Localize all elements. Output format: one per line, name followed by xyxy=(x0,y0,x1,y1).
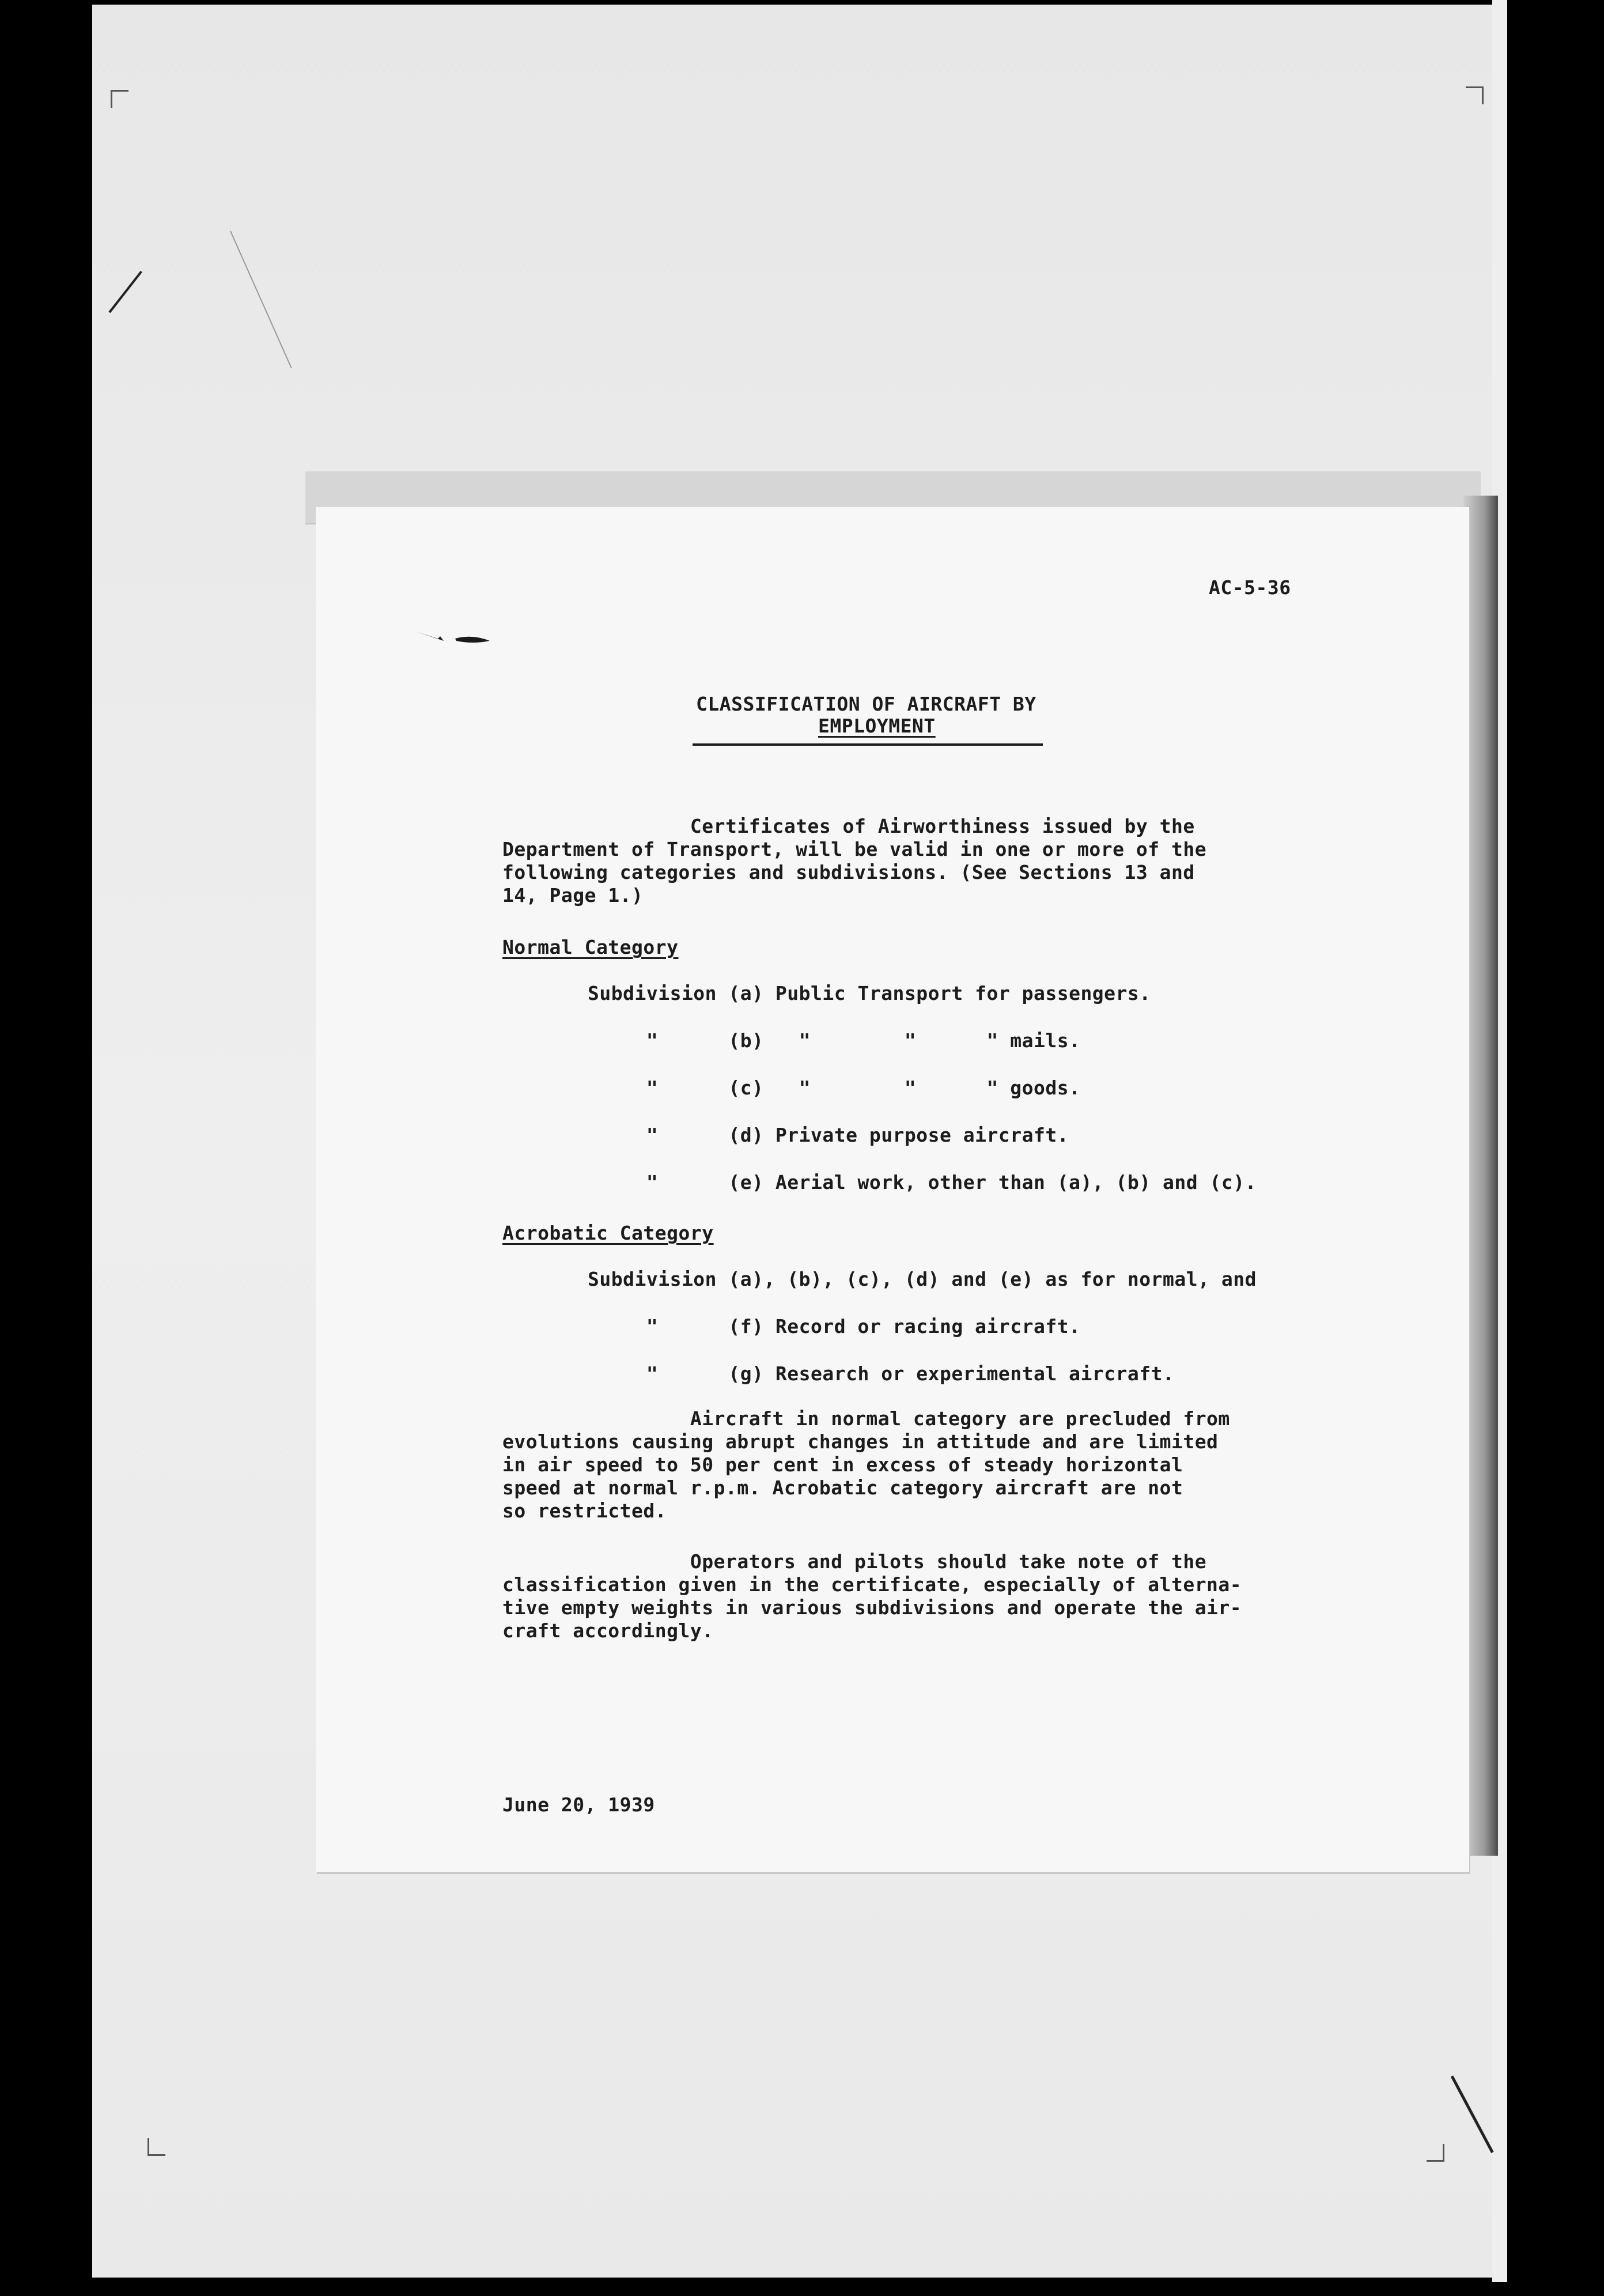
acrobatic-category-heading: Acrobatic Category xyxy=(502,1222,714,1244)
document-date: June 20, 1939 xyxy=(502,1793,655,1816)
text-line: Aircraft in normal category are precluded from xyxy=(502,1407,1230,1430)
document-title: CLASSIFICATION OF AIRCRAFT BY xyxy=(696,693,1036,715)
text-line: Department of Transport, will be valid in one or more of the xyxy=(502,838,1207,860)
intro-paragraph xyxy=(502,815,1206,907)
corner-mark-bottom-left xyxy=(147,2138,165,2156)
document-title-line2: EMPLOYMENT xyxy=(818,715,936,737)
subdivision-b: " (b) " " " mails. xyxy=(588,1029,1081,1052)
corner-mark-bottom-right xyxy=(1427,2144,1444,2162)
normal-category-heading: Normal Category xyxy=(502,936,679,958)
text-line: following categories and subdivisions. (See Sections 13 and xyxy=(502,861,1195,883)
text-line: craft accordingly. xyxy=(502,1619,714,1642)
subdivision-d: " (d) Private purpose aircraft. xyxy=(588,1124,1069,1146)
text-line: evolutions causing abrupt changes in attitude and are limited xyxy=(502,1430,1219,1453)
subdivision-a-to-e: Subdivision (a), (b), (c), (d) and (e) as for normal, and xyxy=(588,1268,1257,1290)
title-rule xyxy=(693,743,1043,746)
subdivision-a: Subdivision (a) Public Transport for passengers. xyxy=(588,982,1151,1004)
corner-mark-top-left xyxy=(111,90,128,108)
text-line: in air speed to 50 per cent in excess of steady horizontal xyxy=(502,1453,1183,1476)
restriction-paragraph xyxy=(502,1407,1230,1523)
text-line: 14, Page 1.) xyxy=(502,884,644,907)
subdivision-g: " (g) Research or experimental aircraft. xyxy=(588,1362,1175,1385)
text-line: Certificates of Airworthiness issued by the xyxy=(502,815,1195,837)
corner-mark-top-right xyxy=(1466,86,1484,104)
text-line: so restricted. xyxy=(502,1500,667,1522)
subdivision-f: " (f) Record or racing aircraft. xyxy=(588,1315,1081,1338)
form-number: AC-5-36 xyxy=(1209,576,1291,599)
text-line: speed at normal r.p.m. Acrobatic category aircraft are not xyxy=(502,1476,1183,1499)
ink-mark xyxy=(415,628,501,645)
subdivision-e: " (e) Aerial work, other than (a), (b) and (c). xyxy=(588,1171,1257,1194)
operators-paragraph xyxy=(502,1550,1242,1642)
subdivision-c: " (c) " " " goods. xyxy=(588,1077,1081,1099)
text-line: Operators and pilots should take note of the xyxy=(502,1550,1207,1573)
text-line: tive empty weights in various subdivisions and operate the air- xyxy=(502,1596,1242,1619)
text-line: classification given in the certificate, especially of alterna- xyxy=(502,1573,1242,1596)
